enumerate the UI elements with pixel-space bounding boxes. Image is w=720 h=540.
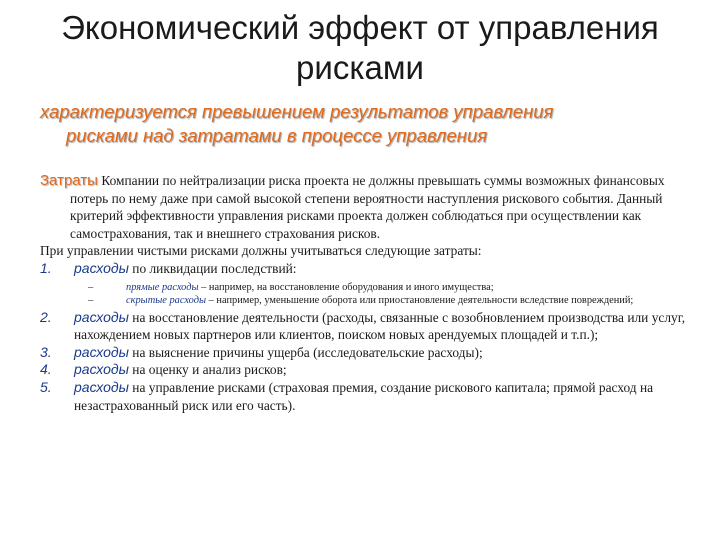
list-item xyxy=(40,361,690,379)
list-item-text: на управление рисками (страховая премия, создание рискового капитала; прямой расход на незастрахованный риск или его часть). xyxy=(74,379,654,413)
list-item xyxy=(40,260,690,307)
list-item-label: расходы xyxy=(74,308,129,325)
list-item-number: 3. xyxy=(40,343,52,360)
sub-item-label: прямые расходы xyxy=(126,281,199,293)
subtitle-line-2: рисками над затратами в процессе управления xyxy=(66,125,488,146)
sub-list-item xyxy=(74,281,690,294)
list-item-label: расходы xyxy=(74,378,129,395)
list-item-text: на оценку и анализ рисков; xyxy=(128,362,287,378)
list-item-number: 4. xyxy=(40,361,52,378)
list-item-number: 5. xyxy=(40,378,52,395)
list-item-text: на восстановление деятельности (расходы, связанные с возобновлением производства или услуг, нахождением новых партнеров или клиентов, поиском новых арендуемых площадей и т.п.); xyxy=(74,309,686,343)
slide-body xyxy=(40,172,690,414)
list-item-text: по ликвидации последствий: xyxy=(128,260,297,276)
list-item-number: 2. xyxy=(40,308,52,325)
sub-item-text: – например, уменьшение оборота или приостановление деятельности вследствие повреждений; xyxy=(206,294,634,306)
list-item-number: 1. xyxy=(40,259,52,276)
sub-item-text: – например, на восстановление оборудования и иного имущества; xyxy=(198,281,494,293)
costs-text: Компании по нейтрализации риска проекта не должны превышать суммы возможных финансовых потерь по нему даже при самой высокой степени вероятности наступления рискового события. Данный критерий эффективности управления рисками проекта должен соблюдаться при осуществлении как самострахования, так и внешнего страхования рисков. xyxy=(70,173,665,241)
list-item xyxy=(40,309,690,344)
list-item-text: на выяснение причины ущерба (исследовательские расходы); xyxy=(128,344,483,360)
costs-paragraph xyxy=(40,172,690,242)
costs-list xyxy=(40,260,690,414)
dash-bullet: – xyxy=(88,281,94,293)
list-item-label: расходы xyxy=(74,343,129,360)
sub-list-item xyxy=(74,294,690,307)
dash-bullet: – xyxy=(88,294,94,306)
slide-title: Экономический эффект от управления рисками xyxy=(61,9,659,86)
list-item xyxy=(40,344,690,362)
subtitle xyxy=(40,100,680,148)
list-item-label: расходы xyxy=(74,259,129,276)
list-item-label: расходы xyxy=(74,361,129,378)
sub-list xyxy=(74,281,690,307)
intro-text: При управлении чистыми рисками должны учитываться следующие затраты: xyxy=(40,243,482,259)
costs-label: Затраты xyxy=(40,172,98,189)
sub-item-label: скрытые расходы xyxy=(126,294,207,306)
subtitle-line-1: характеризуется превышением результатов управления xyxy=(40,101,554,122)
list-item xyxy=(40,379,690,414)
